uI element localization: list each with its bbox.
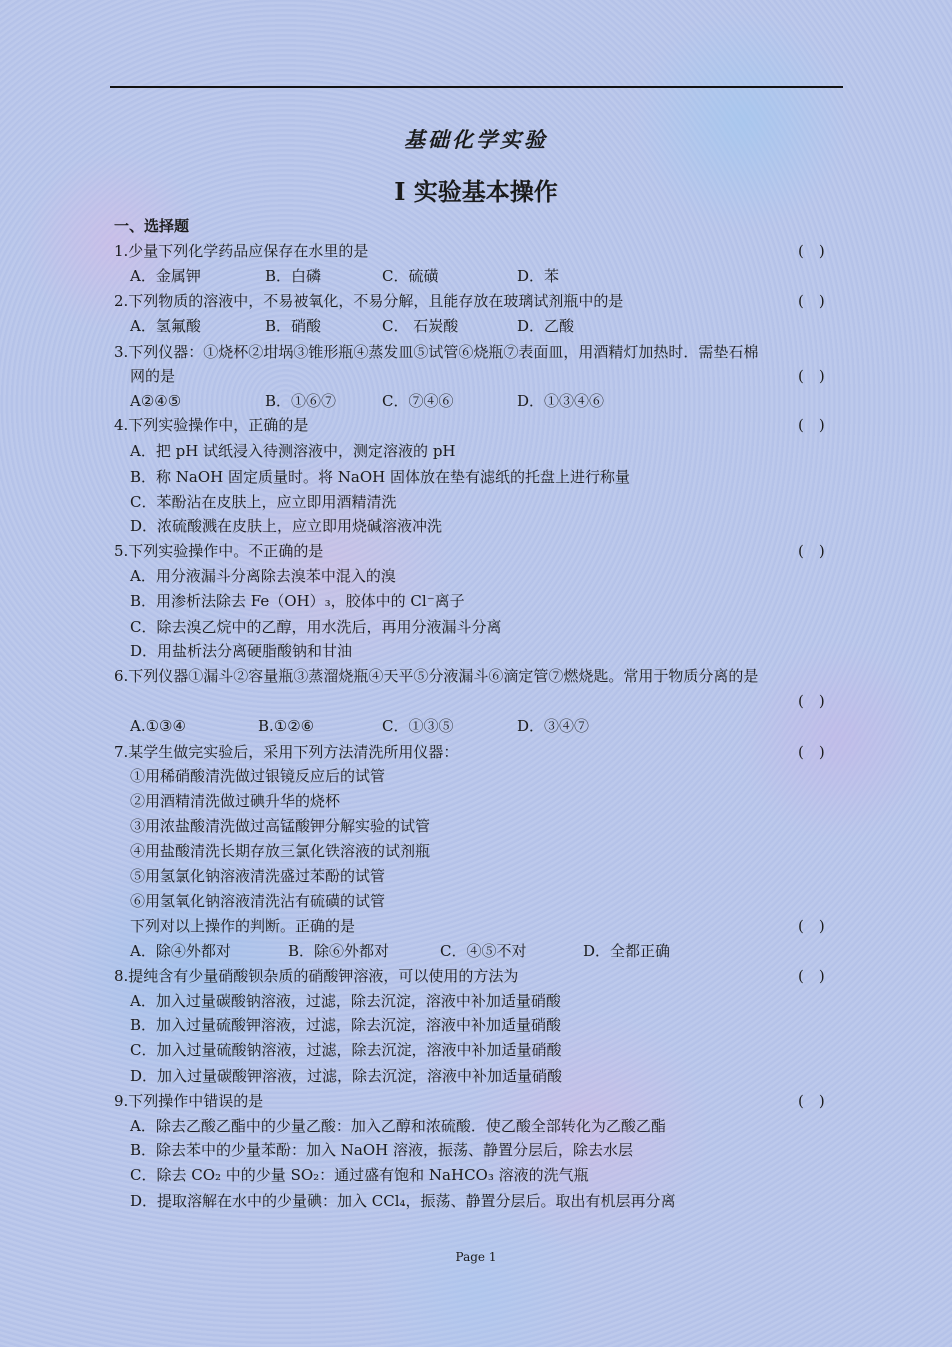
option-b: B．加入过量硫酸钾溶液，过滤，除去沉淀，溶液中补加适量硝酸: [130, 1016, 562, 1034]
question-7-statement-5: [0, 864, 952, 888]
question-8-text: 8.提纯含有少量硝酸钡杂质的硝酸钾溶液，可以使用的方法为: [114, 967, 519, 985]
section-heading: 一、选择题: [114, 217, 190, 235]
option-a: A．除④外都对: [130, 942, 231, 960]
question-4: [0, 413, 952, 437]
question-5-text: 5.下列实验操作中。不正确的是: [114, 542, 324, 560]
question-7-statement-4: [0, 839, 952, 863]
question-3: [0, 340, 952, 364]
question-9-option-a: [0, 1114, 952, 1138]
option-a: A．把 pH 试纸浸入待测溶液中，测定溶液的 pH: [130, 442, 456, 460]
question-5-option-b: [0, 589, 952, 613]
option-d: D．乙酸: [517, 317, 575, 335]
statement-2: ②用酒精清洗做过碘升华的烧杯: [130, 792, 341, 810]
answer-paren: ( ): [798, 416, 825, 434]
question-6-options: [0, 714, 952, 738]
answer-paren: ( ): [798, 292, 825, 310]
option-d: D．全都正确: [583, 942, 671, 960]
question-8-option-a: [0, 989, 952, 1013]
question-4-option-d: [0, 514, 952, 538]
question-6-paren-line: [0, 689, 952, 713]
question-7-statement-3: [0, 814, 952, 838]
question-4-option-c: [0, 490, 952, 514]
question-5-option-d: [0, 639, 952, 663]
option-c: C．除去 CO₂ 中的少量 SO₂：通过盛有饱和 NaHCO₃ 溶液的洗气瓶: [130, 1166, 589, 1184]
question-5: [0, 539, 952, 563]
question-1-options: [0, 264, 952, 288]
option-c: C．①③⑤: [382, 717, 454, 735]
question-6-text: 6.下列仪器①漏斗②容量瓶③蒸溜烧瓶④天平⑤分液漏斗⑥滴定管⑦燃烧匙。常用于物质分离的是: [114, 667, 759, 685]
question-9-text: 9.下列操作中错误的是: [114, 1092, 264, 1110]
option-d: D．③④⑦: [517, 717, 590, 735]
answer-paren: ( ): [798, 367, 825, 385]
statement-5: ⑤用氢氯化钠溶液清洗盛过苯酚的试管: [130, 867, 386, 885]
question-7-options: [0, 939, 952, 963]
option-a: A．除去乙酸乙酯中的少量乙酸：加入乙醇和浓硫酸．使乙酸全部转化为乙酸乙酯: [130, 1117, 666, 1135]
question-3-cont: [0, 364, 952, 388]
option-b: B.①②⑥: [258, 717, 315, 735]
option-c: C． 石炭酸: [382, 317, 459, 335]
question-6: [0, 664, 952, 688]
page-title: 基础化学实验: [404, 127, 548, 152]
statement-6: ⑥用氢氧化钠溶液清洗沾有硫磺的试管: [130, 892, 386, 910]
header-rule: [110, 86, 843, 88]
statement-4: ④用盐酸清洗长期存放三氯化铁溶液的试剂瓶: [130, 842, 431, 860]
question-2-options: [0, 314, 952, 338]
answer-paren: ( ): [798, 967, 825, 985]
answer-paren: ( ): [798, 917, 825, 935]
option-c: C．④⑤不对: [440, 942, 527, 960]
option-c: C．加入过量硫酸钠溶液，过滤，除去沉淀，溶液中补加适量硝酸: [130, 1041, 562, 1059]
question-3-text-cont: 网的是: [130, 367, 176, 385]
question-4-option-b: [0, 465, 952, 489]
option-a: A．用分液漏斗分离除去溴苯中混入的溴: [130, 567, 396, 585]
option-b: B．除去苯中的少量苯酚：加入 NaOH 溶液，振荡、静置分层后，除去水层: [130, 1141, 634, 1159]
option-d: D．苯: [517, 267, 560, 285]
option-a: A．氢氟酸: [130, 317, 201, 335]
question-9-option-c: [0, 1163, 952, 1187]
question-7: [0, 740, 952, 764]
question-7-text: 7.某学生做完实验后，采用下列方法清洗所用仪器：: [114, 743, 459, 761]
option-c: C．除去溴乙烷中的乙醇，用水洗后，再用分液漏斗分离: [130, 618, 502, 636]
option-b: B．除⑥外都对: [288, 942, 390, 960]
option-d: D．浓硫酸溅在皮肤上，应立即用烧碱溶液冲洗: [130, 517, 443, 535]
answer-paren: ( ): [798, 743, 825, 761]
answer-paren: ( ): [798, 692, 825, 710]
option-c: C．⑦④⑥: [382, 392, 454, 410]
statement-1: ①用稀硝酸清洗做过银镜反应后的试管: [130, 767, 386, 785]
question-9-option-b: [0, 1138, 952, 1162]
option-b: B．称 NaOH 固定质量时。将 NaOH 固体放在垫有滤纸的托盘上进行称量: [130, 468, 630, 486]
option-a: A．加入过量碳酸钠溶液，过滤，除去沉淀，溶液中补加适量硝酸: [130, 992, 561, 1010]
option-b: B．硝酸: [265, 317, 322, 335]
question-5-option-c: [0, 615, 952, 639]
option-a: A．金属钾: [130, 267, 201, 285]
page-subtitle: I 实验基本操作: [394, 177, 558, 206]
question-2: [0, 289, 952, 313]
answer-paren: ( ): [798, 1092, 825, 1110]
question-5-option-a: [0, 564, 952, 588]
question-1-text: 1.少量下列化学药品应保存在水里的是: [114, 242, 369, 260]
question-3-text: 3.下列仪器：①烧杯②坩埚③锥形瓶④蒸发皿⑤试管⑥烧瓶⑦表面皿，用酒精灯加热时．需垫石棉: [114, 343, 759, 361]
question-1: [0, 239, 952, 263]
answer-paren: ( ): [798, 542, 825, 560]
page-number: Page 1: [455, 1250, 497, 1264]
question-7-statement-2: [0, 789, 952, 813]
option-a: A.①③④: [130, 717, 186, 735]
question-9: [0, 1089, 952, 1113]
option-c: C．苯酚沾在皮肤上，应立即用酒精清洗: [130, 493, 397, 511]
option-b: B．白磷: [265, 267, 322, 285]
option-d: D．用盐析法分离硬脂酸钠和甘油: [130, 642, 353, 660]
question-4-option-a: [0, 439, 952, 463]
question-4-text: 4.下列实验操作中，正确的是: [114, 416, 309, 434]
question-7-ask: [0, 914, 952, 938]
option-d: D．①③④⑥: [517, 392, 605, 410]
option-d: D．加入过量碳酸钾溶液，过滤，除去沉淀，溶液中补加适量硝酸: [130, 1067, 563, 1085]
question-8: [0, 964, 952, 988]
question-8-option-c: [0, 1038, 952, 1062]
question-7-statement-6: [0, 889, 952, 913]
option-a: A②④⑤: [130, 392, 182, 410]
option-c: C．硫磺: [382, 267, 439, 285]
question-7-statement-1: [0, 764, 952, 788]
question-9-option-d: [0, 1189, 952, 1213]
answer-paren: ( ): [798, 242, 825, 260]
question-2-text: 2.下列物质的溶液中，不易被氧化，不易分解，且能存放在玻璃试剂瓶中的是: [114, 292, 624, 310]
option-b: B．用渗析法除去 Fe（OH）₃，胶体中的 Cl⁻离子: [130, 592, 465, 610]
question-7-ask-text: 下列对以上操作的判断。正确的是: [130, 917, 356, 935]
question-8-option-d: [0, 1064, 952, 1088]
option-d: D．提取溶解在水中的少量碘：加入 CCl₄，振荡、静置分层后。取出有机层再分离: [130, 1192, 676, 1210]
question-3-options: [0, 389, 952, 413]
statement-3: ③用浓盐酸清洗做过高锰酸钾分解实验的试管: [130, 817, 431, 835]
option-b: B．①⑥⑦: [265, 392, 337, 410]
question-8-option-b: [0, 1013, 952, 1037]
